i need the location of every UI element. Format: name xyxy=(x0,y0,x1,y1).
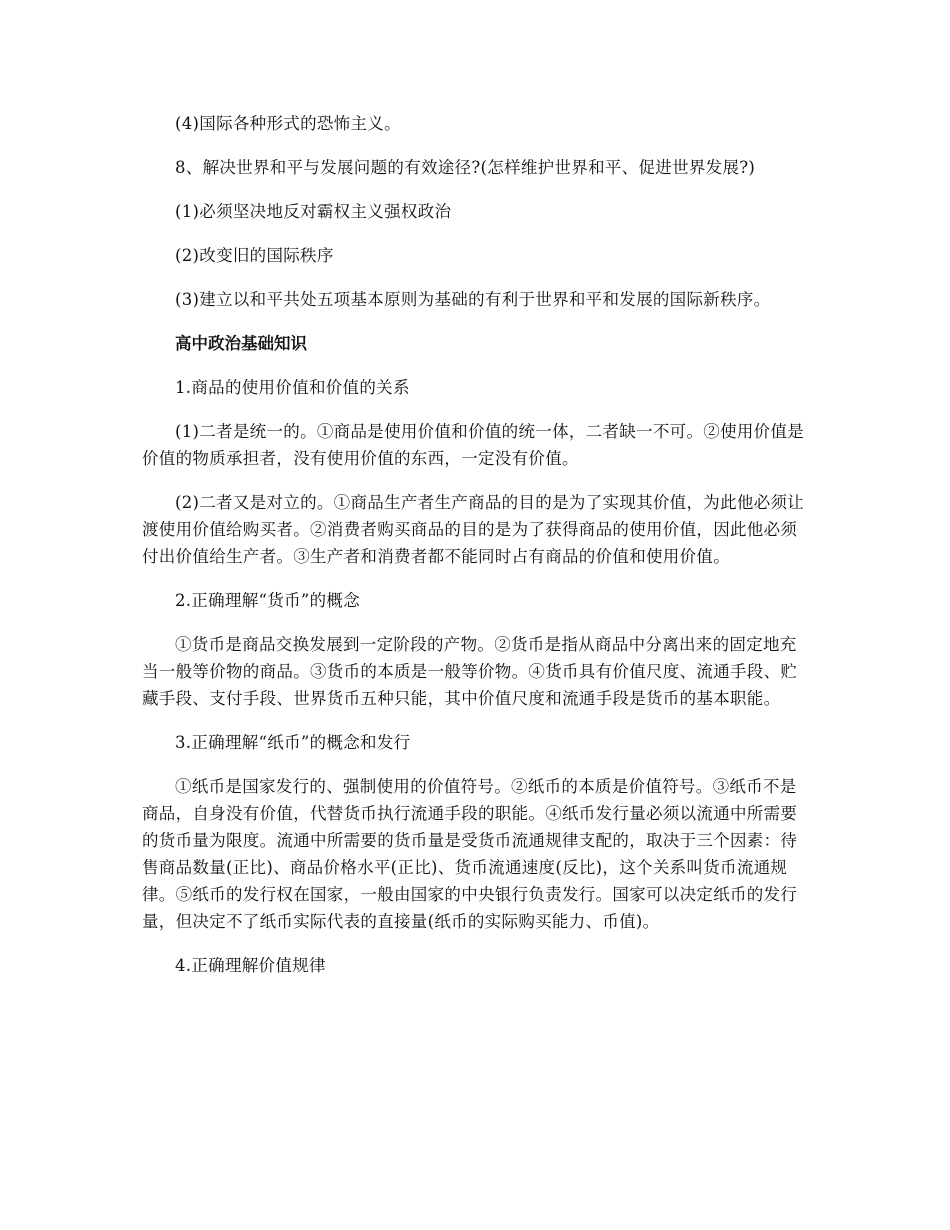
paragraph-item-3-new-order: (3)建立以和平共处五项基本原则为基础的有利于世界和平和发展的国际新秩序。 xyxy=(175,290,771,309)
paragraph-topic-1-unity: (1)二者是统一的。①商品是使用价值和价值的统一体，二者缺一不可。②使用价值是价值的物质承担者，没有使用价值的东西，一定没有价值。 xyxy=(142,422,805,468)
paragraph-topic-3-body: ①纸币是国家发行的、强制使用的价值符号。②纸币的本质是价值符号。③纸币不是商品，自身没有价值，代替货币执行流通手段的职能。④纸币发行量必须以流通中所需要的货币量为限度。流通中所需要的货币量是受货币流通规律支配的，取决于三个因素：待售商品数量(正比)、商品价格水平(正比)、货币流通速度(反比)，这个关系叫货币流通规律。⑤纸币的发行权在国家，一般由国家的中央银行负责发行。国家可以决定纸币的发行量，但决定不了纸币实际代表的直接量(纸币的实际购买能力、币值)。 xyxy=(142,777,798,931)
paragraph-topic-1-title: 1.商品的使用价值和价值的关系 xyxy=(175,378,410,397)
paragraph-item-4-terrorism: (4)国际各种形式的恐怖主义。 xyxy=(175,114,401,133)
paragraph-topic-2-title: 2.正确理解“货币”的概念 xyxy=(175,591,361,610)
paragraph-item-1-oppose-hegemony: (1)必须坚决地反对霸权主义强权政治 xyxy=(175,202,452,221)
paragraph-topic-2-body: ①货币是商品交换发展到一定阶段的产物。②货币是指从商品中分离出来的固定地充当一般等价物的商品。③货币的本质是一般等价物。④货币具有价值尺度、流通手段、贮藏手段、支付手段、世界货币五种只能，其中价值尺度和流通手段是货币的基本职能。 xyxy=(142,635,798,708)
paragraph-topic-3-title: 3.正确理解“纸币”的概念和发行 xyxy=(175,733,411,752)
paragraph-item-2-change-order: (2)改变旧的国际秩序 xyxy=(175,246,334,265)
document-body xyxy=(142,110,812,996)
section-heading: 高中政治基础知识 xyxy=(175,334,307,353)
paragraph-question-8: 8、解决世界和平与发展问题的有效途径?(怎样维护世界和平、促进世界发展?) xyxy=(175,158,756,177)
paragraph-topic-4-title: 4.正确理解价值规律 xyxy=(175,956,326,975)
paragraph-topic-1-opposition: (2)二者又是对立的。①商品生产者生产商品的目的是为了实现其价值，为此他必须让渡使用价值给购买者。②消费者购买商品的目的是为了获得商品的使用价值，因此他必须付出价值给生产者。③生产者和消费者都不能同时占有商品的价值和使用价值。 xyxy=(142,493,805,566)
